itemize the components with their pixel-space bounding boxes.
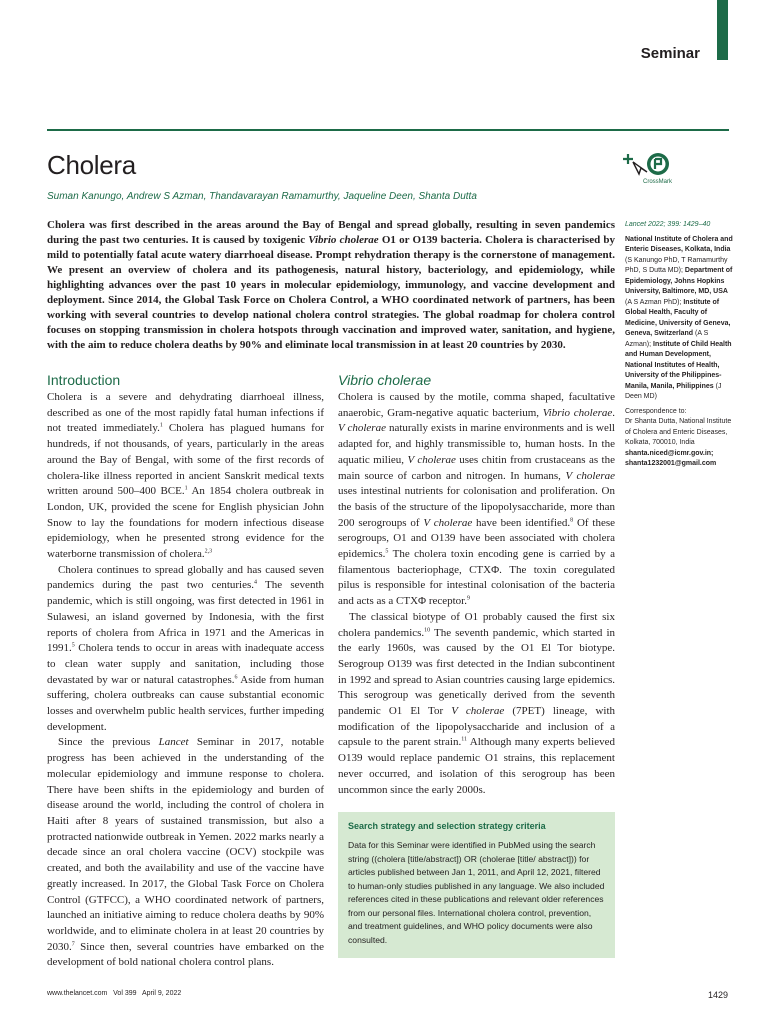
vibrio-heading: Vibrio cholerae xyxy=(338,372,432,388)
crossmark-icon xyxy=(620,150,680,180)
correspondence-emails[interactable]: shanta.niced@icmr.gov.in; shanta1232001@gmail.com xyxy=(625,449,717,467)
correspondence: Correspondence to: Dr Shanta Dutta, National Institute of Cholera and Enteric Diseases, Kolkata, 700010, India shanta.niced@icmr.gov.in; shanta1232001@gmail.com xyxy=(625,407,732,467)
abstract: Cholera was first described in the areas around the Bay of Bengal and spread globally, resulting in seven pandemics during the past two centuries. It is caused by toxigenic Vibrio cholerae O1 or O139 bacteria. Cholera is characterised by mild to potentially fatal acute watery diarrhoeal disease. Prompt rehydration therapy is the cornerstone of management. We present an overview of cholera and its pathogenesis, natural history, bacteriology, and epidemiology, while highlighting advances over the past 10 years in molecular epidemiology, immunology, and vaccine development and deployment. Since 2014, the Global Task Force on Cholera Control, a WHO coordinated network of partners, has been working with several countries to develop national cholera control strategies. The global roadmap for cholera control focuses on stopping transmission in cholera hotspots through vaccination and improved water, sanitation, and hygiene, with the aim to reduce cholera deaths by 90% and eliminate local transmission in at least 20 countries by 2030. xyxy=(47,219,615,351)
introduction-heading: Introduction xyxy=(47,372,121,388)
citation: Lancet 2022; 399: 1429–40 xyxy=(625,221,711,228)
journal-color-bar xyxy=(717,0,728,60)
search-strategy-body: Data for this Seminar were identified in PubMed using the search string ((cholera [title/abstract]) OR (cholerae [title/ abstract])) for articles published between Jan 1, 2011, and April 12, 2021, filtered to human-only studies published in any language. We also included references cited in these publications and relevant older references from our personal files. International cholera control, prevention, and treatment guidelines, and WHO policy documents were also consulted. xyxy=(348,840,605,945)
crossmark-badge[interactable] xyxy=(620,150,680,192)
section-label: Seminar xyxy=(640,45,700,62)
crossmark-label: CrossMark xyxy=(643,179,673,185)
intro-paragraph-3: Since the previous Lancet Seminar in 2017, notable progress has been achieved in the understanding of the molecular epidemiology and immune response to cholera. There have been shifts in the epidemiology and burden of disease around the world, including the control of cholera in Haiti after 8 years of sustained transmission, but also a protracted nationwide outbreak in Yemen. 2022 marks nearly a decade since an oral cholera vaccine (OCV) stockpile was created, and both the availability and use of the vaccine have greatly increased. In 2017, the Global Task Force on Cholera Control (GTFCC), a WHO coordinated network of partners, launched an initiative aiming to reduce cholera deaths by 90% worldwide, and to eliminate cholera in at least 20 countries by 2030.$^7$ Since then, several countries have embarked on the development of bold national cholera control plans. xyxy=(47,736,324,969)
author-list: Suman Kanungo, Andrew S Azman, Thandavarayan Ramamurthy, Jaqueline Deen, Shanta Dutta xyxy=(47,191,477,202)
header-rule xyxy=(47,129,729,131)
column-left xyxy=(47,371,324,971)
article-title: Cholera xyxy=(47,150,136,180)
search-strategy-panel xyxy=(338,812,615,958)
search-strategy-title: Search strategy and selection strategy criteria xyxy=(348,821,546,831)
footer-journal-info: www.thelancet.com Vol 399 April 9, 2022 xyxy=(47,990,182,997)
page-number: 1429 xyxy=(707,990,728,1000)
sidebar xyxy=(625,220,735,474)
affiliations: National Institute of Cholera and Enteric Diseases, Kolkata, India (S Kanungo PhD, T Ramamurthy PhD, S Dutta MD); Department of Epidemiology, Johns Hopkins University, Baltimore, MD, USA (A S Azman PhD); Institute of Global Health, Faculty of Medicine, University of Geneva, Geneva, Switzerland (A S Azman); Institute of Child Health and Human Development, National Institutes of Health, University of the Philippines-Manila, Manila, Philippines (J Deen MD) xyxy=(625,235,733,400)
intro-paragraph-2: Cholera continues to spread globally and has caused seven pandemics during the past two centuries.$^4$ The seventh pandemic, which is still ongoing, was first detected in 1961 in Sulawesi, an island governed by Indonesia, with the first reports of cholera from Africa in 1971 and the Americas in 1991.$^5$ Cholera tends to occur in areas with inadequate access to clean water supply and sanitation, including those devastated by war or natural catastrophes.$^6$ Aside from human suffering, cholera outbreaks can cause substantial economic losses and overwhelm public health services, further impeding development. xyxy=(47,563,324,733)
column-middle xyxy=(338,371,615,798)
vibrio-paragraph-2: The classical biotype of O1 probably caused the first six cholera pandemics.$^{10}$ The seventh pandemic, which started in the early 1960s, was caused by the O1 El Tor biotype. Serogroup O139 was first detected in the Indian subcontinent in 1992 and spread to Asian countries causing large epidemics. This serogroup was genetically derived from the seventh pandemic O1 El Tor V cholerae (7PET) lineage, with modification of the lipopolysaccharide and inclusion of a capsule to the parent strain.$^{11}$ Although many experts believed O139 would replace pandemic O1 strains, this replacement never occurred, and isolation of this serogroup has been uncommon since the early 2000s. xyxy=(338,610,615,796)
intro-paragraph-1: Cholera is a severe and dehydrating diarrhoeal illness, described as one of the most rapidly fatal human infections if not treated immediately.$^1$ Cholera has plagued humans for hundreds, if not thousands, of years, particularly in the areas around the Bay of Bengal, with some of the first records of cholera-like illness reported in ancient Sanskrit medical texts written around 500–400 BCE.$^1$ An 1854 cholera outbreak in London, UK, provided the scene for English physician John Snow to lay the foundations for modern infectious disease epidemiology, when he presented strong evidence for the waterborne transmission of cholera.$^{2,3}$ xyxy=(47,391,324,561)
vibrio-paragraph-1: Cholera is caused by the motile, comma shaped, facultative anaerobic, Gram-negative aquatic bacterium, Vibrio cholerae. V cholerae naturally exists in marine environments and is well adapted for, and highly transmissible to, human hosts. In the aquatic milieu, V cholerae uses chitin from crustaceans as the main source of carbon and nitrogen. In humans, V cholerae uses intestinal nutrients for colonisation and proliferation. On the basis of the structure of the lipopolysaccharide, more than 200 serogroups of V cholerae have been identified.$^8$ Of these serogroups, O1 and O139 have been associated with cholera epidemics.$^5$ The cholera toxin encoding gene is carried by a filamentous bacteriophage, CTXΦ. The toxin coregulated pilus is responsible for intestinal colonisation of the bacteria and acts as a CTXΦ receptor.$^9$ xyxy=(338,391,615,608)
